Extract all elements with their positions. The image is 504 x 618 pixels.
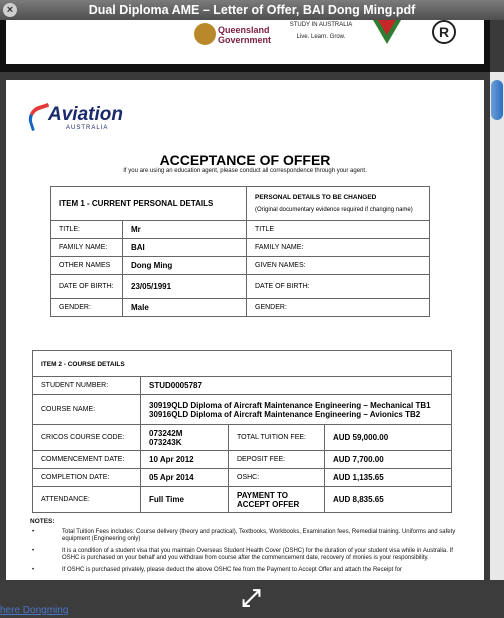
commencement-value: 10 Apr 2012 [141, 451, 229, 469]
student-number-label: STUDENT NUMBER: [33, 377, 141, 395]
other-names-label: OTHER NAMES [51, 257, 123, 275]
table-row [33, 425, 452, 451]
notes-heading: NOTES: [30, 518, 55, 525]
changed-note: (Original documentary evidence required if changing name) [255, 207, 413, 213]
page-title: ACCEPTANCE OF OFFER [159, 152, 331, 168]
tuition-label: TOTAL TUITION FEE: [229, 425, 325, 451]
notes-section [30, 518, 460, 579]
table-row [51, 221, 430, 239]
table-row [33, 487, 452, 513]
other-names-value: Dong Ming [123, 257, 247, 275]
dob-label: DATE OF BIRTH: [51, 275, 123, 299]
gender-label: GENDER: [51, 299, 123, 317]
family-name-label: FAMILY NAME: [51, 239, 123, 257]
changed-header-cell [247, 187, 430, 221]
course-name-value: 30919QLD Diploma of Aircraft Maintenance Engineering – Mechanical TB1 30916QLD Diploma of Aircraft Maintenance Engineering – Avionics TB2 [141, 395, 452, 425]
gender-value: Male [123, 299, 247, 317]
item1-title: ITEM 1 - CURRENT PERSONAL DETAILS [51, 187, 247, 221]
attendance-label: ATTENDANCE: [33, 487, 141, 513]
given-names-label: GIVEN NAMES: [247, 257, 430, 275]
queensland-government-logo: Queensland Government [194, 21, 264, 53]
table-row [51, 299, 430, 317]
table-row [33, 451, 452, 469]
deposit-value: AUD 7,700.00 [325, 451, 452, 469]
close-button[interactable]: × [3, 3, 17, 17]
changed-title: PERSONAL DETAILS TO BE CHANGED [255, 194, 377, 201]
aviation-australia-logo: Aviation AUSTRALIA [28, 98, 148, 134]
payment-label: PAYMENT TO ACCEPT OFFER [229, 487, 325, 513]
item2-title: ITEM 2 - COURSE DETAILS [33, 351, 452, 377]
study-in-australia-logo: STUDY IN AUSTRALIA Live. Learn. Grow. [289, 22, 353, 40]
table-row [51, 239, 430, 257]
window-title: Dual Diploma AME – Letter of Offer, BAI Dong Ming.pdf [88, 3, 416, 17]
table-row [33, 377, 452, 395]
previous-page-bottom [0, 20, 490, 72]
oshc-value: AUD 1,135.65 [325, 469, 452, 487]
new-gender-label: GENDER: [247, 299, 430, 317]
window-titlebar [0, 0, 504, 20]
viewer-footer [0, 580, 504, 618]
partner-logo-inner-icon [378, 20, 396, 35]
completion-label: COMPLETION DATE: [33, 469, 141, 487]
personal-details-table [50, 186, 430, 317]
table-row [51, 257, 430, 275]
dob-value: 23/05/1991 [123, 275, 247, 299]
new-title-label: TITLE [247, 221, 430, 239]
registered-mark-logo: R [432, 20, 456, 44]
cricos-label: CRICOS COURSE CODE: [33, 425, 141, 451]
commencement-label: COMMENCEMENT DATE: [33, 451, 141, 469]
table-row [51, 275, 430, 299]
new-dob-label: DATE OF BIRTH: [247, 275, 430, 299]
table-row [33, 395, 452, 425]
cricos-value: 073242M 073243K [141, 425, 229, 451]
list-item: • It is a condition of a student visa that you maintain Overseas Student Health Cover (OSHC) for the duration of your student visa while in Australia. If OSHC is purchased on your behalf and you withdraw from course after the commencement date, recovery of monies is your responsibility. [32, 548, 453, 561]
oshc-label: OSHC: [229, 469, 325, 487]
family-name-value: BAI [123, 239, 247, 257]
background-link[interactable]: here Dongming [0, 605, 69, 616]
student-number-value: STUD0005787 [141, 377, 452, 395]
title-label: TITLE: [51, 221, 123, 239]
new-family-name-label: FAMILY NAME: [247, 239, 430, 257]
scrollbar-thumb[interactable] [491, 80, 503, 120]
course-name-label: COURSE NAME: [33, 395, 141, 425]
previous-page-logos [6, 20, 484, 64]
deposit-label: DEPOSIT FEE: [229, 451, 325, 469]
list-item: • If OSHC is purchased privately, please deduct the above OSHC fee from the Payment to Accept Offer and attach the Receipt for [32, 567, 402, 573]
course-details-table [32, 350, 452, 513]
document-page [6, 80, 484, 580]
completion-value: 05 Apr 2014 [141, 469, 229, 487]
tuition-value: AUD 59,000.00 [325, 425, 452, 451]
payment-value: AUD 8,835.65 [325, 487, 452, 513]
title-value: Mr [123, 221, 247, 239]
attendance-value: Full Time [141, 487, 229, 513]
scrollbar-track[interactable] [490, 72, 504, 580]
expand-icon[interactable]: ⤢ [241, 585, 261, 612]
table-row [33, 469, 452, 487]
list-item: • Total Tuition Fees includes: Course delivery (theory and practical), Textbooks, Workbooks, Examination fees, Remedial training. Uniforms and safety equipment (Engineering only) [32, 529, 456, 542]
page-subtitle: If you are using an education agent, please conduct all correspondence through your agent. [123, 168, 367, 174]
